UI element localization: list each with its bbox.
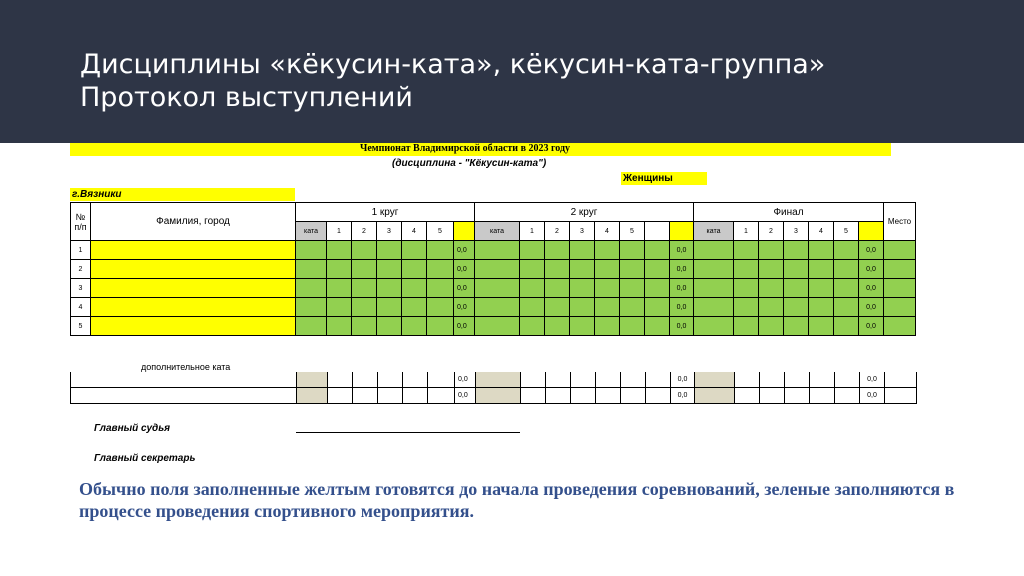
slide-title-line2: Протокол выступлений: [80, 82, 413, 113]
score-cell[interactable]: [327, 241, 352, 260]
round1-judge-4: 4: [402, 222, 427, 241]
score-cell[interactable]: [545, 298, 570, 317]
score-cell[interactable]: [378, 372, 403, 388]
score-cell[interactable]: [620, 317, 645, 336]
row-name-cell[interactable]: [91, 279, 296, 298]
place-cell[interactable]: [884, 317, 916, 336]
score-cell[interactable]: [621, 388, 646, 404]
score-cell[interactable]: [428, 372, 455, 388]
final-judge-4: 4: [809, 222, 834, 241]
score-cell[interactable]: [403, 388, 428, 404]
row-num: 2: [71, 260, 91, 279]
score-cell[interactable]: [377, 260, 402, 279]
score-cell[interactable]: [784, 279, 809, 298]
score-cell[interactable]: [734, 260, 759, 279]
extra-round2-total: 0,0: [671, 372, 695, 388]
score-cell[interactable]: [402, 317, 427, 336]
score-cell[interactable]: [352, 298, 377, 317]
score-cell[interactable]: [402, 298, 427, 317]
score-cell[interactable]: [834, 279, 859, 298]
final-header: Финал: [694, 203, 884, 222]
round2-judge-2: 2: [545, 222, 570, 241]
championship-title: Чемпионат Владимирской области в 2023 году: [360, 143, 571, 154]
round2-spacer: [645, 222, 670, 241]
place-cell[interactable]: [885, 372, 917, 388]
score-cell[interactable]: [694, 241, 734, 260]
score-cell[interactable]: [571, 388, 596, 404]
score-cell[interactable]: [546, 388, 571, 404]
score-cell[interactable]: [785, 388, 810, 404]
row-num: 3: [71, 279, 91, 298]
score-cell[interactable]: [352, 279, 377, 298]
explanation-note: Обычно поля заполненные желтым готовятся до начала проведения соревнований, зеленые заполняются в процессе проведения спортивного мероприятия.: [79, 479, 955, 521]
chief-judge-label: Главный судья: [94, 423, 171, 434]
final-total-header: [859, 222, 884, 241]
score-cell[interactable]: [645, 241, 670, 260]
score-cell[interactable]: [545, 279, 570, 298]
score-cell[interactable]: [328, 388, 353, 404]
final-total: 0,0: [859, 298, 884, 317]
score-cell[interactable]: [645, 260, 670, 279]
final-total: 0,0: [859, 241, 884, 260]
score-cell[interactable]: [595, 279, 620, 298]
row-num: 4: [71, 298, 91, 317]
final-total: 0,0: [859, 317, 884, 336]
score-cell[interactable]: [760, 372, 785, 388]
chief-judge-signature-line: [296, 432, 520, 433]
round1-total: 0,0: [454, 317, 475, 336]
score-cell[interactable]: [545, 317, 570, 336]
table-row: [71, 279, 916, 298]
round2-header: 2 круг: [475, 203, 694, 222]
score-cell[interactable]: [734, 241, 759, 260]
city-label: г.Вязники: [72, 189, 122, 200]
score-cell[interactable]: [427, 279, 454, 298]
score-cell[interactable]: [595, 241, 620, 260]
place-cell[interactable]: [884, 241, 916, 260]
table-row: [71, 241, 916, 260]
score-cell[interactable]: [570, 260, 595, 279]
round1-total: 0,0: [454, 241, 475, 260]
round1-total: 0,0: [454, 260, 475, 279]
slide-title: [80, 48, 825, 114]
score-cell[interactable]: [378, 388, 403, 404]
slide-title-line1: Дисциплины «кёкусин-ката», кёкусин-ката-группа»: [80, 49, 826, 80]
score-cell[interactable]: [570, 279, 595, 298]
place-cell[interactable]: [884, 260, 916, 279]
score-cell[interactable]: [646, 388, 671, 404]
score-cell[interactable]: [809, 241, 834, 260]
final-total: 0,0: [859, 260, 884, 279]
final-total: 0,0: [859, 279, 884, 298]
extra-final-total: 0,0: [860, 372, 885, 388]
score-cell[interactable]: [834, 241, 859, 260]
round1-judge-2: 2: [352, 222, 377, 241]
extra-kata-cell[interactable]: [695, 372, 735, 388]
extra-kata-cell[interactable]: [297, 388, 328, 404]
round1-kata-header: ката: [296, 222, 327, 241]
score-cell[interactable]: [809, 279, 834, 298]
round2-judge-3: 3: [570, 222, 595, 241]
score-cell[interactable]: [595, 298, 620, 317]
score-cell[interactable]: [570, 298, 595, 317]
round2-kata-header: ката: [475, 222, 520, 241]
score-cell[interactable]: [377, 241, 402, 260]
final-judge-2: 2: [759, 222, 784, 241]
score-cell[interactable]: [759, 317, 784, 336]
score-cell[interactable]: [327, 279, 352, 298]
score-cell[interactable]: [760, 388, 785, 404]
score-cell[interactable]: [427, 241, 454, 260]
score-cell[interactable]: [296, 260, 327, 279]
table-row: [71, 260, 916, 279]
extra-kata-cell[interactable]: [695, 388, 735, 404]
score-cell[interactable]: [809, 317, 834, 336]
score-cell[interactable]: [377, 298, 402, 317]
extra-kata-cell[interactable]: [297, 372, 328, 388]
score-cell[interactable]: [570, 317, 595, 336]
score-cell[interactable]: [595, 317, 620, 336]
score-cell[interactable]: [475, 298, 520, 317]
score-cell[interactable]: [835, 372, 860, 388]
score-cell[interactable]: [570, 241, 595, 260]
score-cell[interactable]: [759, 241, 784, 260]
score-cell[interactable]: [646, 372, 671, 388]
score-cell[interactable]: [545, 241, 570, 260]
score-cell[interactable]: [296, 317, 327, 336]
score-cell[interactable]: [402, 241, 427, 260]
round2-judge-5: 5: [620, 222, 645, 241]
score-cell[interactable]: [520, 279, 545, 298]
score-cell[interactable]: [596, 372, 621, 388]
chief-secretary-label: Главный секретарь: [94, 453, 196, 464]
score-cell[interactable]: [735, 372, 760, 388]
row-name-cell[interactable]: [91, 241, 296, 260]
round2-total: 0,0: [670, 279, 694, 298]
score-cell[interactable]: [377, 279, 402, 298]
score-cell[interactable]: [694, 317, 734, 336]
score-cell[interactable]: [475, 317, 520, 336]
score-cell[interactable]: [759, 279, 784, 298]
score-cell[interactable]: [352, 260, 377, 279]
score-cell[interactable]: [834, 298, 859, 317]
col-num-header: № п/п: [71, 203, 91, 241]
round1-judge-1: 1: [327, 222, 352, 241]
table-row: [71, 298, 916, 317]
score-cell[interactable]: [475, 279, 520, 298]
score-cell[interactable]: [595, 260, 620, 279]
row-name-cell[interactable]: [91, 298, 296, 317]
score-cell[interactable]: [521, 388, 546, 404]
score-cell[interactable]: [521, 372, 546, 388]
score-cell[interactable]: [809, 260, 834, 279]
score-cell[interactable]: [734, 317, 759, 336]
score-cell[interactable]: [296, 241, 327, 260]
score-cell[interactable]: [520, 241, 545, 260]
score-cell[interactable]: [475, 241, 520, 260]
score-cell[interactable]: [427, 260, 454, 279]
score-cell[interactable]: [734, 279, 759, 298]
score-cell[interactable]: [571, 372, 596, 388]
round1-total: 0,0: [454, 279, 475, 298]
score-cell[interactable]: [428, 388, 455, 404]
score-cell[interactable]: [784, 298, 809, 317]
score-cell[interactable]: [327, 317, 352, 336]
round2-judge-4: 4: [595, 222, 620, 241]
round1-header: 1 круг: [296, 203, 475, 222]
score-cell[interactable]: [784, 260, 809, 279]
score-cell[interactable]: [645, 298, 670, 317]
place-header: Место: [884, 203, 916, 241]
score-cell[interactable]: [620, 279, 645, 298]
place-cell[interactable]: [885, 388, 917, 404]
extra-kata-label: дополнительное ката: [141, 362, 231, 372]
row-name-cell[interactable]: [91, 317, 296, 336]
extra-final-total: 0,0: [860, 388, 885, 404]
round1-judge-3: 3: [377, 222, 402, 241]
score-cell[interactable]: [296, 298, 327, 317]
score-cell[interactable]: [620, 298, 645, 317]
row-num: 5: [71, 317, 91, 336]
score-cell[interactable]: [352, 241, 377, 260]
score-cell[interactable]: [520, 260, 545, 279]
score-cell[interactable]: [785, 372, 810, 388]
extra-round2-total: 0,0: [671, 388, 695, 404]
row-num: 1: [71, 241, 91, 260]
score-cell[interactable]: [545, 260, 570, 279]
score-cell[interactable]: [620, 241, 645, 260]
round2-total: 0,0: [670, 241, 694, 260]
score-cell[interactable]: [352, 317, 377, 336]
score-cell[interactable]: [403, 372, 428, 388]
discipline-label: (дисциплина - "Кёкусин-ката"): [392, 158, 547, 169]
round2-total: 0,0: [670, 298, 694, 317]
score-cell[interactable]: [620, 260, 645, 279]
score-cell[interactable]: [377, 317, 402, 336]
score-cell[interactable]: [694, 279, 734, 298]
round1-total-header: [454, 222, 475, 241]
protocol-table: [70, 202, 916, 336]
score-cell[interactable]: [427, 317, 454, 336]
round1-judge-5: 5: [427, 222, 454, 241]
score-cell[interactable]: [694, 298, 734, 317]
col-name-header: Фамилия, город: [91, 203, 296, 241]
extra-round1-total: 0,0: [455, 372, 476, 388]
place-cell[interactable]: [884, 279, 916, 298]
score-cell[interactable]: [327, 298, 352, 317]
score-cell[interactable]: [759, 260, 784, 279]
score-cell[interactable]: [694, 260, 734, 279]
score-cell[interactable]: [784, 241, 809, 260]
score-cell[interactable]: [809, 298, 834, 317]
score-cell[interactable]: [835, 388, 860, 404]
score-cell[interactable]: [834, 317, 859, 336]
score-cell[interactable]: [475, 260, 520, 279]
final-judge-5: 5: [834, 222, 859, 241]
table-row: [71, 372, 917, 388]
table-row: [71, 317, 916, 336]
score-cell[interactable]: [834, 260, 859, 279]
score-cell[interactable]: [596, 388, 621, 404]
score-cell[interactable]: [402, 260, 427, 279]
score-cell[interactable]: [327, 260, 352, 279]
round2-total: 0,0: [670, 317, 694, 336]
score-cell[interactable]: [353, 372, 378, 388]
score-cell[interactable]: [621, 372, 646, 388]
score-cell[interactable]: [734, 298, 759, 317]
category-label: Женщины: [623, 173, 673, 184]
final-judge-1: 1: [734, 222, 759, 241]
round2-total-header: [670, 222, 694, 241]
score-cell[interactable]: [296, 279, 327, 298]
score-cell[interactable]: [520, 317, 545, 336]
extra-name-cell[interactable]: [71, 388, 297, 404]
extra-name-cell[interactable]: [71, 372, 297, 388]
row-name-cell[interactable]: [91, 260, 296, 279]
round2-total: 0,0: [670, 260, 694, 279]
extra-round1-total: 0,0: [455, 388, 476, 404]
score-cell[interactable]: [784, 317, 809, 336]
final-kata-header: ката: [694, 222, 734, 241]
score-cell[interactable]: [810, 388, 835, 404]
round1-total: 0,0: [454, 298, 475, 317]
slide-header: [0, 0, 1024, 143]
score-cell[interactable]: [520, 298, 545, 317]
round2-judge-1: 1: [520, 222, 545, 241]
table-row: [71, 388, 917, 404]
score-cell[interactable]: [735, 388, 760, 404]
score-cell[interactable]: [353, 388, 378, 404]
place-cell[interactable]: [884, 298, 916, 317]
score-cell[interactable]: [427, 298, 454, 317]
score-cell[interactable]: [645, 279, 670, 298]
extra-kata-cell[interactable]: [476, 388, 521, 404]
score-cell[interactable]: [759, 298, 784, 317]
extra-kata-cell[interactable]: [476, 372, 521, 388]
extra-kata-table: [70, 372, 917, 404]
score-cell[interactable]: [328, 372, 353, 388]
score-cell[interactable]: [645, 317, 670, 336]
score-cell[interactable]: [402, 279, 427, 298]
score-cell[interactable]: [810, 372, 835, 388]
final-judge-3: 3: [784, 222, 809, 241]
score-cell[interactable]: [546, 372, 571, 388]
